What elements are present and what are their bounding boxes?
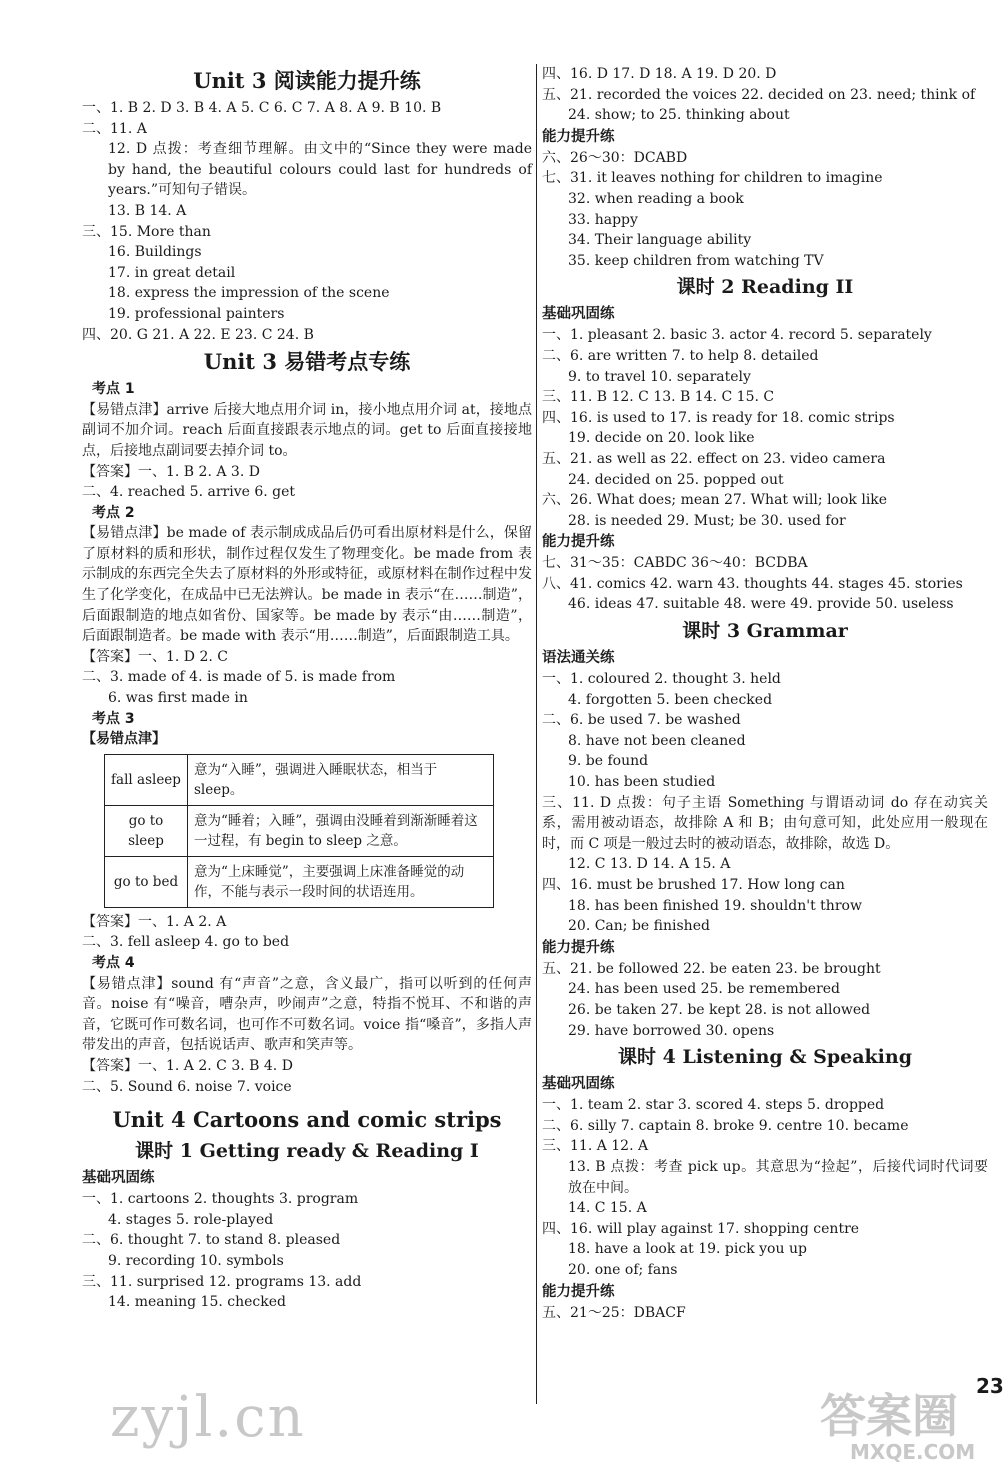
watermark-zyjl: zyjl.cn [110, 1385, 306, 1450]
point-label: 考点 2 [92, 504, 135, 521]
answer-line: 一、1. pleasant 2. basic 3. actor 4. record 5. separately [542, 327, 932, 344]
section-label: 基础巩固练 [542, 1076, 615, 1093]
answer-line: 三、11. surprised 12. programs 13. add [82, 1273, 362, 1290]
lesson4-title: 课时 4 Listening & Speaking [618, 1046, 912, 1069]
answer-line: 一、1. B 2. D 3. B 4. A 5. C 6. C 7. A 8. A 9. B 10. B [82, 100, 442, 116]
answer-line: 28. is needed 29. Must; be 30. used for [568, 512, 846, 529]
answer-line: 五、21～25：DBACF [542, 1304, 686, 1321]
answer-line: 16. Buildings [108, 244, 202, 261]
table-cell-meaning: 意为“上床睡觉”，主要强调上床准备睡觉的动作，不能与表示一段时间的状语连用。 [188, 856, 494, 907]
table-cell-phrase: go to sleep [105, 805, 188, 856]
answer-line: 19. professional painters [108, 305, 285, 322]
watermark-url: MXQE.COM [850, 1440, 976, 1464]
table-cell-phrase: go to bed [105, 856, 188, 907]
answer-line: 18. have a look at 19. pick you up [568, 1241, 807, 1258]
answer-line: 四、16. must be brushed 17. How long can [542, 877, 845, 893]
point-note: 【易错点津】 [82, 731, 166, 748]
section-label: 能力提升练 [542, 939, 615, 956]
table-cell-meaning: 意为“入睡”，强调进入睡眠状态，相当于 sleep。 [188, 754, 494, 805]
answer-line: 20. Can; be finished [568, 918, 710, 935]
answer-line: 17. in great detail [108, 264, 236, 281]
lesson2-title: 课时 2 Reading II [676, 276, 854, 299]
comparison-table [104, 754, 494, 908]
answer-line: 一、1. coloured 2. thought 3. held [542, 671, 781, 688]
answer-line: 五、21. be followed 22. be eaten 23. be brought [542, 960, 881, 977]
table-row [105, 754, 494, 805]
right-column [542, 64, 988, 1323]
answer-line: 18. express the impression of the scene [108, 285, 390, 302]
point-note: 【易错点津】arrive 后接大地点用介词 in，接小地点用介词 at，接地点副词不加介词。reach 后面直接跟表示地点的词。get to 后面直接接地点，后接地点副词要去掉介词 to。 [82, 401, 532, 459]
answer-line: 10. has been studied [568, 774, 716, 791]
answer-line: 四、16. will play against 17. shopping centre [542, 1220, 860, 1237]
answer-line: 三、11. B 12. C 13. B 14. C 15. C [542, 389, 775, 406]
answer-line: 七、31. it leaves nothing for children to imagine [542, 170, 883, 187]
unit4-title: Unit 4 Cartoons and comic strips [112, 1107, 502, 1133]
page-number: 23 [976, 1374, 1004, 1398]
answer-line: 6. was first made in [108, 690, 248, 707]
answer-line: 七、31～35：CABDC 36～40：BCDBA [542, 555, 808, 572]
table-cell-meaning: 意为“睡着；入睡”，强调由没睡着到渐渐睡着这一过程，有 begin to sleep 之意。 [188, 805, 494, 856]
answer-line: 46. ideas 47. suitable 48. were 49. provide 50. useless [568, 596, 954, 613]
answer-line: 二、6. be used 7. be washed [542, 712, 741, 729]
answer-line: 二、5. Sound 6. noise 7. voice [82, 1078, 292, 1095]
unit3-error-title: Unit 3 易错考点专练 [203, 349, 411, 375]
answer-line: 35. keep children from watching TV [568, 252, 824, 269]
answer-line: 34. Their language ability [568, 232, 752, 249]
answer-line: 八、41. comics 42. warn 43. thoughts 44. stages 45. stories [542, 575, 963, 592]
answer-line: 24. show; to 25. thinking about [568, 107, 790, 124]
answer-line: 二、6. silly 7. captain 8. broke 9. centre 10. became [542, 1117, 909, 1134]
section-label: 能力提升练 [542, 1283, 615, 1300]
answer-line: 四、16. D 17. D 18. A 19. D 20. D [542, 66, 777, 82]
answer-line: 五、21. as well as 22. effect on 23. video camera [542, 450, 886, 467]
answer-line: 二、3. made of 4. is made of 5. is made from [82, 669, 396, 686]
answer-line: 五、21. recorded the voices 22. decided on 23. need; think of [542, 86, 976, 103]
answer-line: 29. have borrowed 30. opens [568, 1022, 775, 1039]
answer-line: 【答案】一、1. D 2. C [82, 648, 229, 665]
point-note: 【易错点津】sound 有“声音”之意，含义最广，指可以听到的任何声音。noise 有“噪音，嘈杂声，吵闹声”之意，特指不悦耳、不和谐的声音，它既可作可数名词，也可作不可数名词。voice 指“嗓音”，多指人声带发出的声音，包括说话声、歌声和笑声等。 [82, 975, 532, 1054]
answer-line: 一、1. cartoons 2. thoughts 3. program [82, 1191, 359, 1208]
section-label: 基础巩固练 [82, 1170, 155, 1187]
answer-line: 26. be taken 27. be kept 28. is not allowed [568, 1001, 871, 1018]
answer-explanation: 12. D 点拨：考查细节理解。由文中的“Since they were made by hand, the beautiful colours could last for hundreds of years.”可知句子错误。 [108, 141, 532, 199]
answer-line: 六、26～30：DCABD [542, 149, 688, 166]
lesson3-title: 课时 3 Grammar [682, 620, 848, 643]
answer-explanation: 13. B 点拨：考查 pick up。其意思为“捡起”，后接代词时代词要放在中间。 [568, 1158, 988, 1196]
section-label: 基础巩固练 [542, 306, 615, 323]
lesson1-title: 课时 1 Getting ready & Reading I [135, 1140, 479, 1163]
answer-line: 12. C 13. D 14. A 15. A [568, 856, 731, 873]
answer-line: 32. when reading a book [568, 190, 744, 207]
answer-line: 33. happy [568, 211, 638, 228]
table-row [105, 805, 494, 856]
left-column [82, 64, 532, 1313]
column-divider [536, 64, 537, 1404]
section-label: 能力提升练 [542, 534, 615, 551]
unit3-reading-title: Unit 3 阅读能力提升练 [193, 68, 421, 93]
answer-line: 8. have not been cleaned [568, 732, 746, 749]
answer-line: 24. decided on 25. popped out [568, 471, 784, 488]
watermark-daanquan: 答案圈 [820, 1389, 958, 1443]
answer-line: 二、4. reached 5. arrive 6. get [82, 484, 296, 501]
answer-line: 24. has been used 25. be remembered [568, 981, 841, 998]
point-label: 考点 4 [92, 955, 135, 971]
answer-line: 9. to travel 10. separately [568, 368, 751, 385]
answer-line: 【答案】一、1. B 2. A 3. D [82, 463, 260, 480]
answer-line: 四、16. is used to 17. is ready for 18. comic strips [542, 409, 895, 426]
answer-line: 4. stages 5. role-played [108, 1211, 274, 1228]
point-note: 【易错点津】be made of 表示制成成品后仍可看出原材料是什么，保留了原材料的质和形状，制作过程仅发生了物理变化。be made from 表示制成的东西完全失去了原材料的外形或特征，或原材料在制作过程中发生了化学变化，在成品中已无法辨认。be made in 表示“在……制造”，后面跟制造的地点如省份、国家等。be made by 表示“由……制造”，后面跟制造者。be made with 表示“用……制造”，后面跟制造工具。 [82, 525, 532, 645]
answer-line: 9. be found [568, 753, 649, 770]
answer-line: 20. one of; fans [568, 1261, 678, 1278]
answer-line: 一、1. team 2. star 3. scored 4. steps 5. dropped [542, 1097, 885, 1114]
answer-line: 14. meaning 15. checked [108, 1294, 286, 1311]
answer-line: 二、3. fell asleep 4. go to bed [82, 934, 290, 951]
answer-line: 4. forgotten 5. been checked [568, 691, 773, 708]
table-row [105, 856, 494, 907]
answer-line: 三、15. More than [82, 223, 211, 240]
answer-explanation: 三、11. D 点拨：句子主语 Something 与谓语动词 do 存在动宾关系，需用被动语态，故排除 A 和 B；由句意可知，此处应用一般现在时，而 C 项是一般过去时的被动语态，故排除，故选 D。 [542, 794, 988, 852]
answer-line: 13. B 14. A [108, 202, 187, 219]
answer-line: 9. recording 10. symbols [108, 1252, 284, 1269]
section-label: 能力提升练 [542, 128, 615, 145]
answer-line: 二、6. are written 7. to help 8. detailed [542, 347, 819, 364]
answer-line: 19. decide on 20. look like [568, 430, 755, 447]
point-label: 考点 1 [92, 381, 135, 398]
point-label: 考点 3 [92, 710, 135, 727]
answer-line: 14. C 15. A [568, 1200, 647, 1217]
answer-line: 【答案】一、1. A 2. A [82, 913, 227, 930]
section-label: 语法通关练 [542, 650, 615, 667]
answer-line: 二、6. thought 7. to stand 8. pleased [82, 1232, 341, 1249]
answer-line: 二、11. A [82, 120, 147, 137]
answer-line: 18. has been finished 19. shouldn't throw [568, 897, 862, 914]
answer-line: 六、26. What does; mean 27. What will; look like [542, 492, 888, 509]
table-cell-phrase: fall asleep [105, 754, 188, 805]
answer-line: 【答案】一、1. A 2. C 3. B 4. D [82, 1057, 293, 1074]
answer-line: 三、11. A 12. A [542, 1138, 649, 1155]
answer-line: 四、20. G 21. A 22. E 23. C 24. B [82, 326, 314, 343]
